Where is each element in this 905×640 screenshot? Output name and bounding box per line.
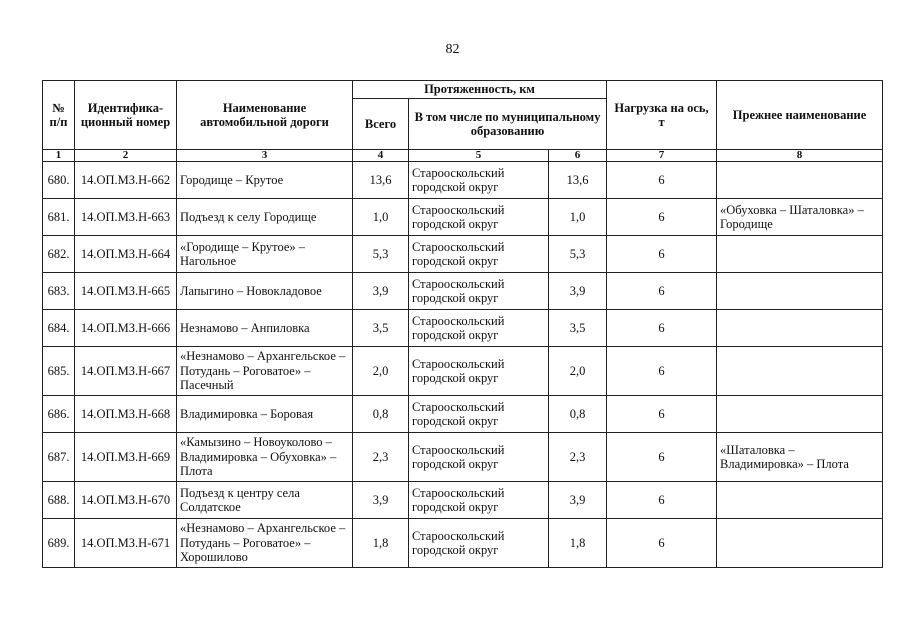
row-number: 680. [43, 162, 75, 199]
total-length: 3,9 [353, 273, 409, 310]
former-name: «Обуховка – Шаталовка» – Городище [717, 199, 883, 236]
former-name [717, 347, 883, 396]
total-length: 2,0 [353, 347, 409, 396]
road-name: Владимировка – Боровая [177, 396, 353, 433]
municipal-length: 1,8 [549, 519, 607, 568]
former-name [717, 162, 883, 199]
column-number: 1 [43, 150, 75, 162]
municipality: Старооскольский городской округ [409, 162, 549, 199]
road-id: 14.ОП.МЗ.Н-671 [75, 519, 177, 568]
municipal-length: 2,0 [549, 347, 607, 396]
table-row [43, 347, 883, 396]
municipal-length: 3,9 [549, 273, 607, 310]
road-id: 14.ОП.МЗ.Н-666 [75, 310, 177, 347]
municipality: Старооскольский городской округ [409, 199, 549, 236]
road-name: Лапыгино – Новокладовое [177, 273, 353, 310]
table-row [43, 396, 883, 433]
municipal-length: 0,8 [549, 396, 607, 433]
axle-load: 6 [607, 347, 717, 396]
former-name: «Шаталовка – Владимировка» – Плота [717, 433, 883, 482]
road-name: «Незнамово – Архангельское – Потудань – Роговатое» – Пасечный [177, 347, 353, 396]
municipality: Старооскольский городской округ [409, 519, 549, 568]
municipality: Старооскольский городской округ [409, 396, 549, 433]
road-id: 14.ОП.МЗ.Н-667 [75, 347, 177, 396]
table-row [43, 519, 883, 568]
total-length: 13,6 [353, 162, 409, 199]
row-number: 685. [43, 347, 75, 396]
municipal-length: 3,9 [549, 482, 607, 519]
table-row [43, 273, 883, 310]
road-id: 14.ОП.МЗ.Н-664 [75, 236, 177, 273]
total-length: 2,3 [353, 433, 409, 482]
axle-load: 6 [607, 310, 717, 347]
row-number: 687. [43, 433, 75, 482]
road-id: 14.ОП.МЗ.Н-662 [75, 162, 177, 199]
table-row [43, 199, 883, 236]
header-id: Идентифика-ционный номер [75, 81, 177, 150]
column-number: 6 [549, 150, 607, 162]
table-row [43, 482, 883, 519]
former-name [717, 310, 883, 347]
total-length: 3,5 [353, 310, 409, 347]
total-length: 3,9 [353, 482, 409, 519]
row-number: 682. [43, 236, 75, 273]
column-number: 7 [607, 150, 717, 162]
road-name: Городище – Крутое [177, 162, 353, 199]
roads-table [42, 80, 883, 568]
municipality: Старооскольский городской округ [409, 433, 549, 482]
axle-load: 6 [607, 273, 717, 310]
former-name [717, 273, 883, 310]
column-number: 2 [75, 150, 177, 162]
total-length: 0,8 [353, 396, 409, 433]
row-number: 681. [43, 199, 75, 236]
total-length: 1,0 [353, 199, 409, 236]
row-number: 684. [43, 310, 75, 347]
former-name [717, 519, 883, 568]
municipality: Старооскольский городской округ [409, 347, 549, 396]
table-row [43, 162, 883, 199]
header-total: Всего [353, 99, 409, 150]
axle-load: 6 [607, 199, 717, 236]
former-name [717, 482, 883, 519]
road-name: Подъезд к центру села Солдатское [177, 482, 353, 519]
column-number: 4 [353, 150, 409, 162]
table-header [43, 81, 883, 162]
axle-load: 6 [607, 433, 717, 482]
road-id: 14.ОП.МЗ.Н-663 [75, 199, 177, 236]
axle-load: 6 [607, 482, 717, 519]
column-number: 5 [409, 150, 549, 162]
road-id: 14.ОП.МЗ.Н-668 [75, 396, 177, 433]
row-number: 688. [43, 482, 75, 519]
former-name [717, 396, 883, 433]
table-row [43, 236, 883, 273]
former-name [717, 236, 883, 273]
municipality: Старооскольский городской округ [409, 273, 549, 310]
road-name: Незнамово – Анпиловка [177, 310, 353, 347]
row-number: 689. [43, 519, 75, 568]
road-name: «Камызино – Новоуколово – Владимировка – Обуховка» – Плота [177, 433, 353, 482]
header-municipal: В том числе по муниципальному образованию [409, 99, 607, 150]
column-number: 3 [177, 150, 353, 162]
header-num: № п/п [43, 81, 75, 150]
table-row [43, 310, 883, 347]
municipality: Старооскольский городской округ [409, 310, 549, 347]
axle-load: 6 [607, 162, 717, 199]
municipality: Старооскольский городской округ [409, 482, 549, 519]
axle-load: 6 [607, 519, 717, 568]
row-number: 686. [43, 396, 75, 433]
municipality: Старооскольский городской округ [409, 236, 549, 273]
axle-load: 6 [607, 396, 717, 433]
axle-load: 6 [607, 236, 717, 273]
header-length-group: Протяженность, км [353, 81, 607, 99]
road-id: 14.ОП.МЗ.Н-665 [75, 273, 177, 310]
road-name: «Городище – Крутое» – Нагольное [177, 236, 353, 273]
page-number: 82 [445, 42, 460, 57]
header-axle-load: Нагрузка на ось, т [607, 81, 717, 150]
municipal-length: 1,0 [549, 199, 607, 236]
table-row [43, 433, 883, 482]
municipal-length: 13,6 [549, 162, 607, 199]
total-length: 1,8 [353, 519, 409, 568]
municipal-length: 5,3 [549, 236, 607, 273]
road-name: Подъезд к селу Городище [177, 199, 353, 236]
table-body [43, 162, 883, 568]
header-road-name: Наименование автомобильной дороги [177, 81, 353, 150]
column-number: 8 [717, 150, 883, 162]
road-id: 14.ОП.МЗ.Н-670 [75, 482, 177, 519]
row-number: 683. [43, 273, 75, 310]
municipal-length: 2,3 [549, 433, 607, 482]
municipal-length: 3,5 [549, 310, 607, 347]
road-name: «Незнамово – Архангельское – Потудань – Роговатое» – Хорошилово [177, 519, 353, 568]
header-former-name: Прежнее наименование [717, 81, 883, 150]
total-length: 5,3 [353, 236, 409, 273]
column-numbers-row [43, 150, 883, 162]
road-id: 14.ОП.МЗ.Н-669 [75, 433, 177, 482]
